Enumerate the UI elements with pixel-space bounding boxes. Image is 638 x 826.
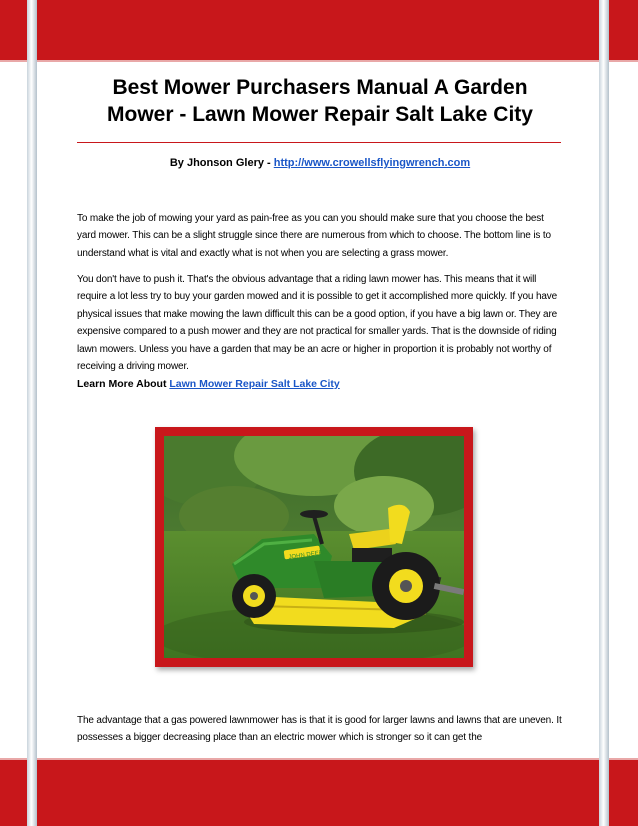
paragraph-2: You don't have to push it. That's the obvious advantage that a riding lawn mower has. This means that it will require a lot less try to buy your garden mowed and it is possible to get it accomplished more quickly. If you have physical issues that make mowing the lawn difficult this can be a good option, if you have a big lawn or. They are expensive compared to a push mower and they are not practical for smaller yards. That is the downside of riding lawn mowers. Unless you have a garden that may be an acre or higher in proportion it is probably not worthy of receiving a driving mower. bbox=[77, 274, 558, 373]
right-binding-rail bbox=[599, 0, 609, 826]
title-divider bbox=[77, 142, 561, 143]
paragraph-3: The advantage that a gas powered lawnmower has is that it is good for larger lawns and lawns that are uneven. It possesses a bigger decreasing place than an electric mower which is stronger so it can get the bbox=[77, 715, 562, 744]
brand-decal: JOHN DEERE bbox=[288, 549, 328, 561]
riding-mower-photo bbox=[164, 436, 464, 658]
document-title: Best Mower Purchasers Manual A Garden Mower - Lawn Mower Repair Salt Lake City bbox=[107, 76, 533, 126]
header-band-edge bbox=[0, 60, 638, 62]
footer-band bbox=[0, 760, 638, 826]
byline-author: By Jhonson Glery - bbox=[169, 157, 274, 169]
paragraph-1: To make the job of mowing your yard as pain-free as you can you should make sure that you choose the best yard mower. This can be a slight struggle since there are numerous from which to choose. The bottom line is to understand what is vital and exactly what is not when you are selecting a grass mower. bbox=[77, 213, 551, 259]
photo-frame bbox=[155, 427, 473, 667]
byline bbox=[77, 157, 563, 169]
footer-band-edge bbox=[0, 758, 638, 760]
left-binding-rail bbox=[27, 0, 37, 826]
learn-more-link[interactable]: Lawn Mower Repair Salt Lake City bbox=[169, 378, 340, 390]
learn-more-prefix: Learn More About bbox=[77, 378, 170, 390]
riding-mower-illustration bbox=[164, 436, 464, 658]
byline-link[interactable]: http://www.crowellsflyingwrench.com bbox=[273, 157, 471, 169]
header-band bbox=[0, 0, 638, 60]
learn-more-line bbox=[77, 378, 340, 390]
